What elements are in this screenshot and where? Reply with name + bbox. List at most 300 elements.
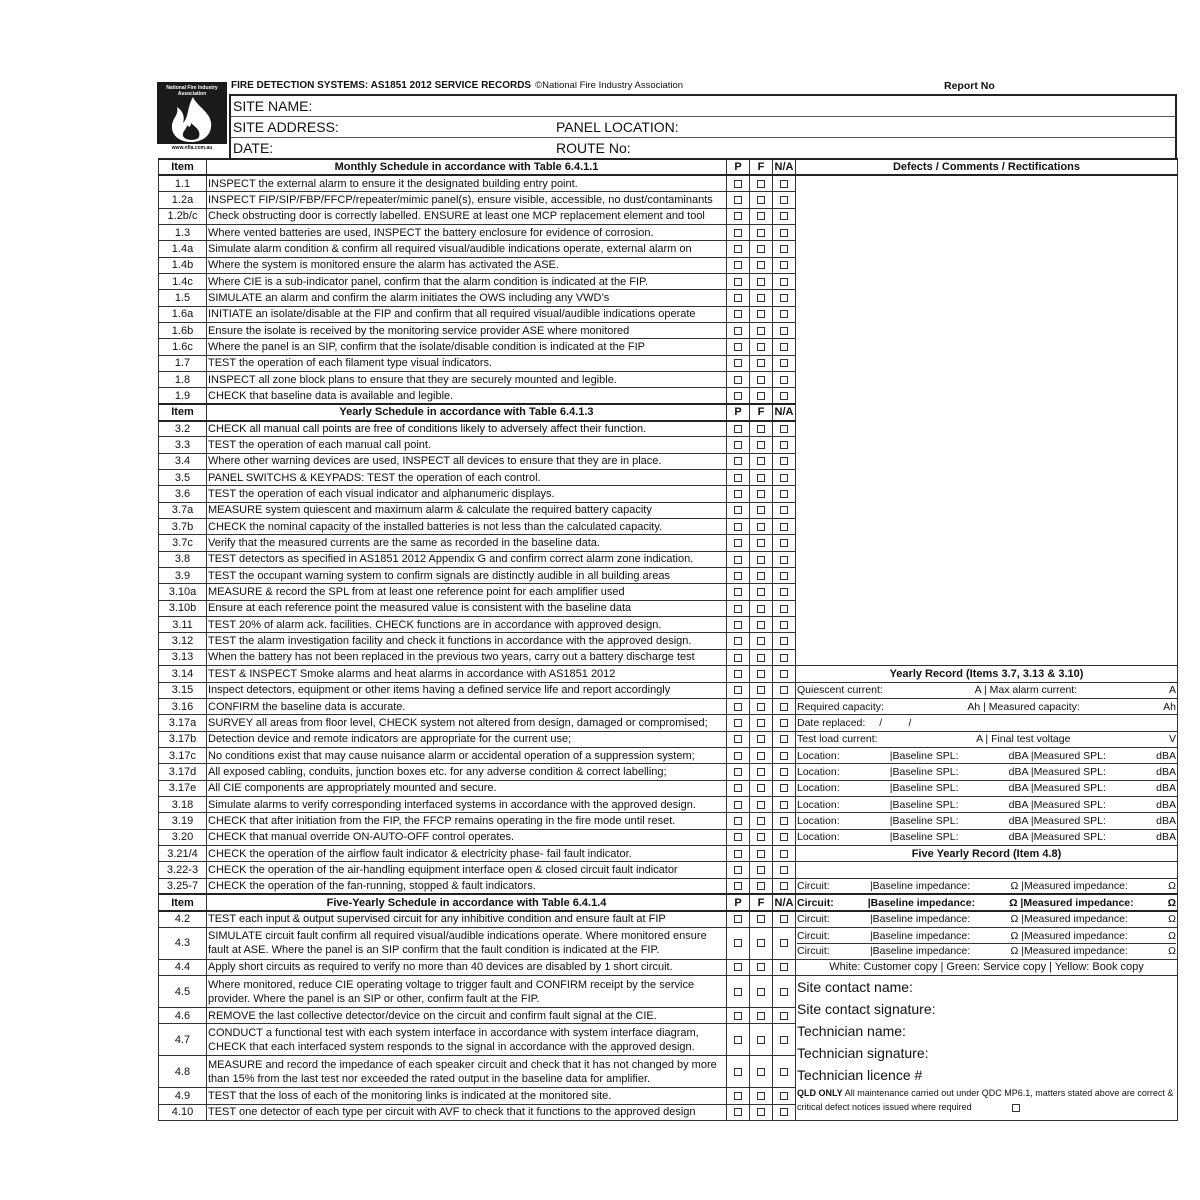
pass-checkbox[interactable] (734, 359, 742, 367)
site-address-field[interactable] (231, 117, 1175, 138)
item-number: 3.10a (159, 584, 207, 600)
fail-checkbox[interactable] (757, 752, 765, 760)
item-number: 1.2a (159, 192, 207, 208)
na-cell (773, 273, 796, 289)
fail-checkbox[interactable] (757, 457, 765, 465)
pass-checkbox[interactable] (734, 939, 742, 947)
na-checkbox[interactable] (780, 392, 788, 400)
spl-location-field-parts (797, 814, 1176, 828)
fail-checkbox[interactable] (757, 1108, 765, 1116)
na-checkbox[interactable] (780, 327, 788, 335)
pass-checkbox[interactable] (734, 539, 742, 547)
fail-checkbox[interactable] (757, 539, 765, 547)
item-number: 1.9 (159, 388, 207, 404)
pass-checkbox[interactable] (734, 343, 742, 351)
item-number: 3.10b (159, 600, 207, 616)
fail-cell (750, 600, 773, 616)
pass-checkbox[interactable] (734, 392, 742, 400)
fail-cell (750, 698, 773, 714)
pass-checkbox[interactable] (734, 654, 742, 662)
technician-signature-field[interactable]: Technician signature: (797, 1045, 929, 1061)
fail-checkbox[interactable] (757, 605, 765, 613)
spl-location-field-parts-part-1: |Baseline SPL: (889, 749, 959, 762)
date-field[interactable] (231, 138, 1175, 159)
pass-checkbox[interactable] (734, 988, 742, 996)
pass-checkbox[interactable] (734, 572, 742, 580)
section-title: Five-Yearly Schedule in accordance with Table 6.4.1.4 (207, 894, 727, 910)
fail-checkbox[interactable] (757, 261, 765, 269)
pass-cell (727, 519, 750, 535)
fail-checkbox[interactable] (757, 229, 765, 237)
fail-checkbox[interactable] (757, 670, 765, 678)
fail-checkbox[interactable] (757, 310, 765, 318)
date-replaced-field-parts (797, 716, 1176, 730)
item-number: 3.17b (159, 731, 207, 747)
pass-checkbox[interactable] (734, 850, 742, 858)
item-description: When the battery has not been replaced in the previous two years, carry out a battery discharge test (207, 649, 727, 665)
fail-checkbox[interactable] (757, 833, 765, 841)
na-checkbox[interactable] (780, 506, 788, 514)
pass-cell (727, 731, 750, 747)
pass-cell (727, 682, 750, 698)
item-description: All CIE components are appropriately mounted and secure. (207, 780, 727, 796)
pass-checkbox[interactable] (734, 768, 742, 776)
capacity-field[interactable] (796, 698, 1178, 714)
na-checkbox[interactable] (780, 654, 788, 662)
pass-checkbox[interactable] (734, 506, 742, 514)
na-checkbox[interactable] (780, 686, 788, 694)
fail-checkbox[interactable] (757, 392, 765, 400)
na-checkbox[interactable] (780, 359, 788, 367)
fail-checkbox[interactable] (757, 882, 765, 890)
na-cell (773, 976, 796, 1008)
pass-checkbox[interactable] (734, 278, 742, 286)
spl-location-field[interactable] (796, 829, 1178, 845)
circuit-impedance-field-parts-part-1: |Baseline impedance: (869, 944, 971, 957)
spl-location-field[interactable] (796, 764, 1178, 780)
na-cell (773, 878, 796, 894)
item-description: CHECK the operation of the fan-running, stopped & fault indicators. (207, 878, 727, 894)
pass-checkbox[interactable] (734, 229, 742, 237)
spl-location-field-parts-part-2: dBA |Measured SPL: (1008, 749, 1106, 762)
item-description: Simulate alarms to verify corresponding interfaced systems in accordance with the approved design. (207, 796, 727, 812)
qld-confirm-checkbox[interactable] (1012, 1104, 1020, 1112)
signoff-block (796, 976, 1178, 1121)
test-load-field-parts-part-1: A | Final test voltage (976, 733, 1071, 746)
fail-checkbox[interactable] (757, 1092, 765, 1100)
fail-checkbox[interactable] (757, 915, 765, 923)
circuit-impedance-field-parts-part-3: Ω (1168, 929, 1176, 942)
fail-checkbox[interactable] (757, 963, 765, 971)
pass-checkbox[interactable] (734, 1036, 742, 1044)
pass-checkbox[interactable] (734, 556, 742, 564)
na-cell (773, 1104, 796, 1120)
item-description: INSPECT FIP/SIP/FBP/FFCP/repeater/mimic panel(s), ensure visible, accessible, no dust/contaminants (207, 192, 727, 208)
test-load-field-parts-part-2: V (1168, 733, 1176, 746)
spl-location-field[interactable] (796, 747, 1178, 763)
fail-cell (750, 862, 773, 878)
item-description: TEST the operation of each manual call point. (207, 437, 727, 453)
na-checkbox[interactable] (780, 882, 788, 890)
fail-checkbox[interactable] (757, 768, 765, 776)
spl-location-field-parts (797, 781, 1176, 795)
pass-checkbox[interactable] (734, 376, 742, 384)
item-description: CONDUCT a functional test with each system interface in accordance with system interface diagram, CHECK that each interfaced system responds to the signal in accordance with the approved design. (207, 1024, 727, 1056)
fail-checkbox[interactable] (757, 654, 765, 662)
site-name-field[interactable] (231, 96, 1175, 117)
fail-checkbox[interactable] (757, 474, 765, 482)
fail-checkbox[interactable] (757, 719, 765, 727)
circuit-impedance-field[interactable] (796, 878, 1178, 894)
fail-checkbox[interactable] (757, 196, 765, 204)
na-cell (773, 633, 796, 649)
na-checkbox[interactable] (780, 801, 788, 809)
na-checkbox[interactable] (780, 768, 788, 776)
pass-checkbox[interactable] (734, 212, 742, 220)
pass-cell (727, 551, 750, 567)
pass-checkbox[interactable] (734, 1092, 742, 1100)
item-description: TEST 20% of alarm ack. facilities. CHECK functions are in accordance with approved design. (207, 617, 727, 633)
fail-checkbox[interactable] (757, 212, 765, 220)
circuit-impedance-field-parts-part-3: Ω (1168, 944, 1176, 957)
na-checkbox[interactable] (780, 850, 788, 858)
na-checkbox[interactable] (780, 310, 788, 318)
fail-cell (750, 649, 773, 665)
fail-checkbox[interactable] (757, 817, 765, 825)
fail-checkbox[interactable] (757, 1068, 765, 1076)
fail-cell (750, 535, 773, 551)
na-checkbox[interactable] (780, 817, 788, 825)
item-number: 1.6c (159, 339, 207, 355)
pass-cell (727, 617, 750, 633)
item-description: Detection device and remote indicators are appropriate for the current use; (207, 731, 727, 747)
pass-checkbox[interactable] (734, 605, 742, 613)
na-checkbox[interactable] (780, 539, 788, 547)
checklist-row (159, 780, 1178, 796)
site-contact-signature-field[interactable]: Site contact signature: (797, 1001, 936, 1017)
na-cell (773, 519, 796, 535)
na-cell (773, 290, 796, 306)
na-checkbox[interactable] (780, 196, 788, 204)
na-checkbox[interactable] (780, 556, 788, 564)
fail-checkbox[interactable] (757, 245, 765, 253)
item-number: 3.17e (159, 780, 207, 796)
item-description: Ensure at each reference point the measured value is consistent with the baseline data (207, 600, 727, 616)
fail-checkbox[interactable] (757, 523, 765, 531)
pass-cell (727, 339, 750, 355)
fail-checkbox[interactable] (757, 637, 765, 645)
item-description: TEST each input & output supervised circuit for any inhibitive condition and ensure fault at FIP (207, 911, 727, 927)
na-cell (773, 1056, 796, 1088)
na-checkbox[interactable] (780, 1036, 788, 1044)
na-checkbox[interactable] (780, 621, 788, 629)
na-cell (773, 470, 796, 486)
pass-checkbox[interactable] (734, 588, 742, 596)
na-cell (773, 257, 796, 273)
pass-cell (727, 829, 750, 845)
spl-location-field[interactable] (796, 780, 1178, 796)
item-description: TEST one detector of each type per circuit with AVF to check that it functions to the approved design (207, 1104, 727, 1120)
spl-location-field-parts-part-3: dBA (1156, 765, 1176, 778)
na-checkbox[interactable] (780, 1092, 788, 1100)
na-checkbox[interactable] (780, 474, 788, 482)
pass-checkbox[interactable] (734, 294, 742, 302)
na-checkbox[interactable] (780, 988, 788, 996)
pass-cell (727, 976, 750, 1008)
document-title (231, 80, 683, 91)
fail-cell (750, 371, 773, 387)
item-description: Ensure the isolate is received by the monitoring service provider ASE where monitored (207, 322, 727, 338)
pass-checkbox[interactable] (734, 833, 742, 841)
fail-cell (750, 208, 773, 224)
na-checkbox[interactable] (780, 866, 788, 874)
na-column-header: N/A (773, 404, 796, 420)
fail-checkbox[interactable] (757, 850, 765, 858)
spl-location-field-parts-part-1: |Baseline SPL: (889, 798, 959, 811)
item-number: 3.19 (159, 813, 207, 829)
pass-checkbox[interactable] (734, 801, 742, 809)
na-checkbox[interactable] (780, 229, 788, 237)
fail-checkbox[interactable] (757, 506, 765, 514)
circuit-impedance-field[interactable] (796, 927, 1178, 959)
na-checkbox[interactable] (780, 425, 788, 433)
na-cell (773, 208, 796, 224)
pass-checkbox[interactable] (734, 261, 742, 269)
quiescent-current-field-parts (797, 683, 1176, 697)
site-address-label: SITE ADDRESS: (233, 119, 339, 135)
item-number: 3.21/4 (159, 845, 207, 861)
fail-checkbox[interactable] (757, 1012, 765, 1020)
pass-checkbox[interactable] (734, 196, 742, 204)
pass-checkbox[interactable] (734, 784, 742, 792)
item-description: SURVEY all areas from floor level, CHECK system not altered from design, damaged or compromised; (207, 715, 727, 731)
fail-checkbox[interactable] (757, 327, 765, 335)
na-checkbox[interactable] (780, 703, 788, 711)
circuit-impedance-field[interactable] (796, 911, 1178, 927)
fail-cell (750, 257, 773, 273)
fail-checkbox[interactable] (757, 784, 765, 792)
na-checkbox[interactable] (780, 278, 788, 286)
fail-checkbox[interactable] (757, 180, 765, 188)
fail-cell (750, 959, 773, 975)
na-checkbox[interactable] (780, 441, 788, 449)
date-replaced-field[interactable] (796, 715, 1178, 731)
item-description: CONFIRM the baseline data is accurate. (207, 698, 727, 714)
pass-cell (727, 355, 750, 371)
na-checkbox[interactable] (780, 719, 788, 727)
fail-checkbox[interactable] (757, 939, 765, 947)
fail-checkbox[interactable] (757, 556, 765, 564)
na-checkbox[interactable] (780, 784, 788, 792)
pass-checkbox[interactable] (734, 817, 742, 825)
na-checkbox[interactable] (780, 833, 788, 841)
fail-cell (750, 976, 773, 1008)
na-checkbox[interactable] (780, 637, 788, 645)
item-description: Where monitored, reduce CIE operating voltage to trigger fault and CONFIRM receipt by the service provider. Where the panel is an SIP or other, confirm fault at the FIP. (207, 976, 727, 1008)
item-number: 3.2 (159, 421, 207, 437)
pass-checkbox[interactable] (734, 686, 742, 694)
pass-checkbox[interactable] (734, 1068, 742, 1076)
section-header-row (159, 159, 1178, 175)
na-checkbox[interactable] (780, 523, 788, 531)
pass-checkbox[interactable] (734, 327, 742, 335)
spl-location-field[interactable] (796, 813, 1178, 829)
pass-checkbox[interactable] (734, 523, 742, 531)
na-checkbox[interactable] (780, 180, 788, 188)
fail-cell (750, 1008, 773, 1024)
pass-checkbox[interactable] (734, 180, 742, 188)
fail-cell (750, 911, 773, 927)
flame-icon (163, 95, 221, 143)
spl-location-field[interactable] (796, 796, 1178, 812)
fail-checkbox[interactable] (757, 343, 765, 351)
fail-checkbox[interactable] (757, 588, 765, 596)
item-description: INITIATE an isolate/disable at the FIP and confirm that all required visual/audible indications operate (207, 306, 727, 322)
item-number: 4.2 (159, 911, 207, 927)
pass-checkbox[interactable] (734, 490, 742, 498)
fail-cell (750, 568, 773, 584)
na-checkbox[interactable] (780, 735, 788, 743)
fail-checkbox[interactable] (757, 1036, 765, 1044)
fail-checkbox[interactable] (757, 294, 765, 302)
fail-cell (750, 175, 773, 191)
spl-location-field-parts (797, 798, 1176, 812)
quiescent-current-field[interactable] (796, 682, 1178, 698)
na-checkbox[interactable] (780, 752, 788, 760)
pass-checkbox[interactable] (734, 310, 742, 318)
pass-checkbox[interactable] (734, 963, 742, 971)
item-description: Check obstructing door is correctly labelled. ENSURE at least one MCP replacement element and tool (207, 208, 727, 224)
na-checkbox[interactable] (780, 670, 788, 678)
pass-checkbox[interactable] (734, 637, 742, 645)
technician-licence-field[interactable]: Technician licence # (797, 1067, 923, 1083)
na-checkbox[interactable] (780, 939, 788, 947)
defects-comments-area[interactable] (796, 175, 1178, 665)
na-checkbox[interactable] (780, 605, 788, 613)
pass-checkbox[interactable] (734, 621, 742, 629)
fail-cell (750, 1024, 773, 1056)
na-cell (773, 421, 796, 437)
fail-checkbox[interactable] (757, 735, 765, 743)
spl-location-field-parts-part-0: Location: (797, 749, 840, 762)
pass-checkbox[interactable] (734, 882, 742, 890)
fail-checkbox[interactable] (757, 359, 765, 367)
test-load-field[interactable] (796, 731, 1178, 747)
circuit-impedance-field[interactable] (796, 894, 1178, 910)
na-checkbox[interactable] (780, 457, 788, 465)
item-description: Apply short circuits as required to verify no more than 40 devices are disabled by 1 short circuit. (207, 959, 727, 975)
na-cell (773, 1008, 796, 1024)
fail-checkbox[interactable] (757, 572, 765, 580)
fail-checkbox[interactable] (757, 490, 765, 498)
pass-checkbox[interactable] (734, 1012, 742, 1020)
na-checkbox[interactable] (780, 376, 788, 384)
item-number: 3.17c (159, 747, 207, 763)
checklist-row (159, 959, 1178, 975)
item-number: 3.6 (159, 486, 207, 502)
pass-checkbox[interactable] (734, 719, 742, 727)
fail-cell (750, 224, 773, 240)
fail-checkbox[interactable] (757, 425, 765, 433)
site-contact-name-field[interactable]: Site contact name: (797, 979, 913, 995)
fail-checkbox[interactable] (757, 866, 765, 874)
pass-checkbox[interactable] (734, 735, 742, 743)
pass-checkbox[interactable] (734, 245, 742, 253)
fail-checkbox[interactable] (757, 376, 765, 384)
na-checkbox[interactable] (780, 1068, 788, 1076)
pass-checkbox[interactable] (734, 425, 742, 433)
na-cell (773, 388, 796, 404)
fail-checkbox[interactable] (757, 686, 765, 694)
fail-cell (750, 437, 773, 453)
pass-checkbox[interactable] (734, 915, 742, 923)
fail-cell (750, 306, 773, 322)
pass-cell (727, 584, 750, 600)
fail-cell (750, 633, 773, 649)
fail-cell (750, 486, 773, 502)
technician-name-field[interactable]: Technician name: (797, 1023, 906, 1039)
na-cell (773, 371, 796, 387)
item-number: 3.13 (159, 649, 207, 665)
na-checkbox[interactable] (780, 245, 788, 253)
pass-checkbox[interactable] (734, 441, 742, 449)
fail-cell (750, 584, 773, 600)
five-yearly-record-title: Five Yearly Record (Item 4.8) (796, 845, 1178, 861)
pass-checkbox[interactable] (734, 752, 742, 760)
spl-location-field-parts-part-2: dBA |Measured SPL: (1008, 798, 1106, 811)
na-checkbox[interactable] (780, 572, 788, 580)
pass-checkbox[interactable] (734, 703, 742, 711)
na-checkbox[interactable] (780, 1108, 788, 1116)
spl-location-field-parts-part-3: dBA (1156, 749, 1176, 762)
fail-checkbox[interactable] (757, 988, 765, 996)
na-checkbox[interactable] (780, 963, 788, 971)
na-checkbox[interactable] (780, 261, 788, 269)
section-title: Yearly Schedule in accordance with Table 6.4.1.3 (207, 404, 727, 420)
title-text: FIRE DETECTION SYSTEMS: AS1851 2012 SERVICE RECORDS (231, 80, 532, 91)
na-checkbox[interactable] (780, 588, 788, 596)
item-number: 3.7c (159, 535, 207, 551)
na-checkbox[interactable] (780, 294, 788, 302)
pass-checkbox[interactable] (734, 866, 742, 874)
na-checkbox[interactable] (780, 1012, 788, 1020)
fail-checkbox[interactable] (757, 801, 765, 809)
fail-cell (750, 1104, 773, 1120)
pass-cell (727, 470, 750, 486)
item-description: TEST that the loss of each of the monitoring links is indicated at the monitored site. (207, 1088, 727, 1104)
item-description: CHECK the operation of the airflow fault indicator & electricity phase- fail fault indicator. (207, 845, 727, 861)
pass-checkbox[interactable] (734, 457, 742, 465)
item-number: 3.25-7 (159, 878, 207, 894)
checklist-row (159, 764, 1178, 780)
item-number: 3.20 (159, 829, 207, 845)
na-checkbox[interactable] (780, 490, 788, 498)
pass-checkbox[interactable] (734, 670, 742, 678)
fail-checkbox[interactable] (757, 621, 765, 629)
fail-cell (750, 845, 773, 861)
fail-cell (750, 682, 773, 698)
fail-checkbox[interactable] (757, 703, 765, 711)
pass-checkbox[interactable] (734, 474, 742, 482)
na-checkbox[interactable] (780, 343, 788, 351)
fail-checkbox[interactable] (757, 278, 765, 286)
circuit-impedance-field-parts-part-2: Ω |Measured impedance: (1010, 929, 1128, 942)
na-checkbox[interactable] (780, 212, 788, 220)
fail-checkbox[interactable] (757, 441, 765, 449)
pass-checkbox[interactable] (734, 1108, 742, 1116)
checklist-row (159, 747, 1178, 763)
na-checkbox[interactable] (780, 915, 788, 923)
